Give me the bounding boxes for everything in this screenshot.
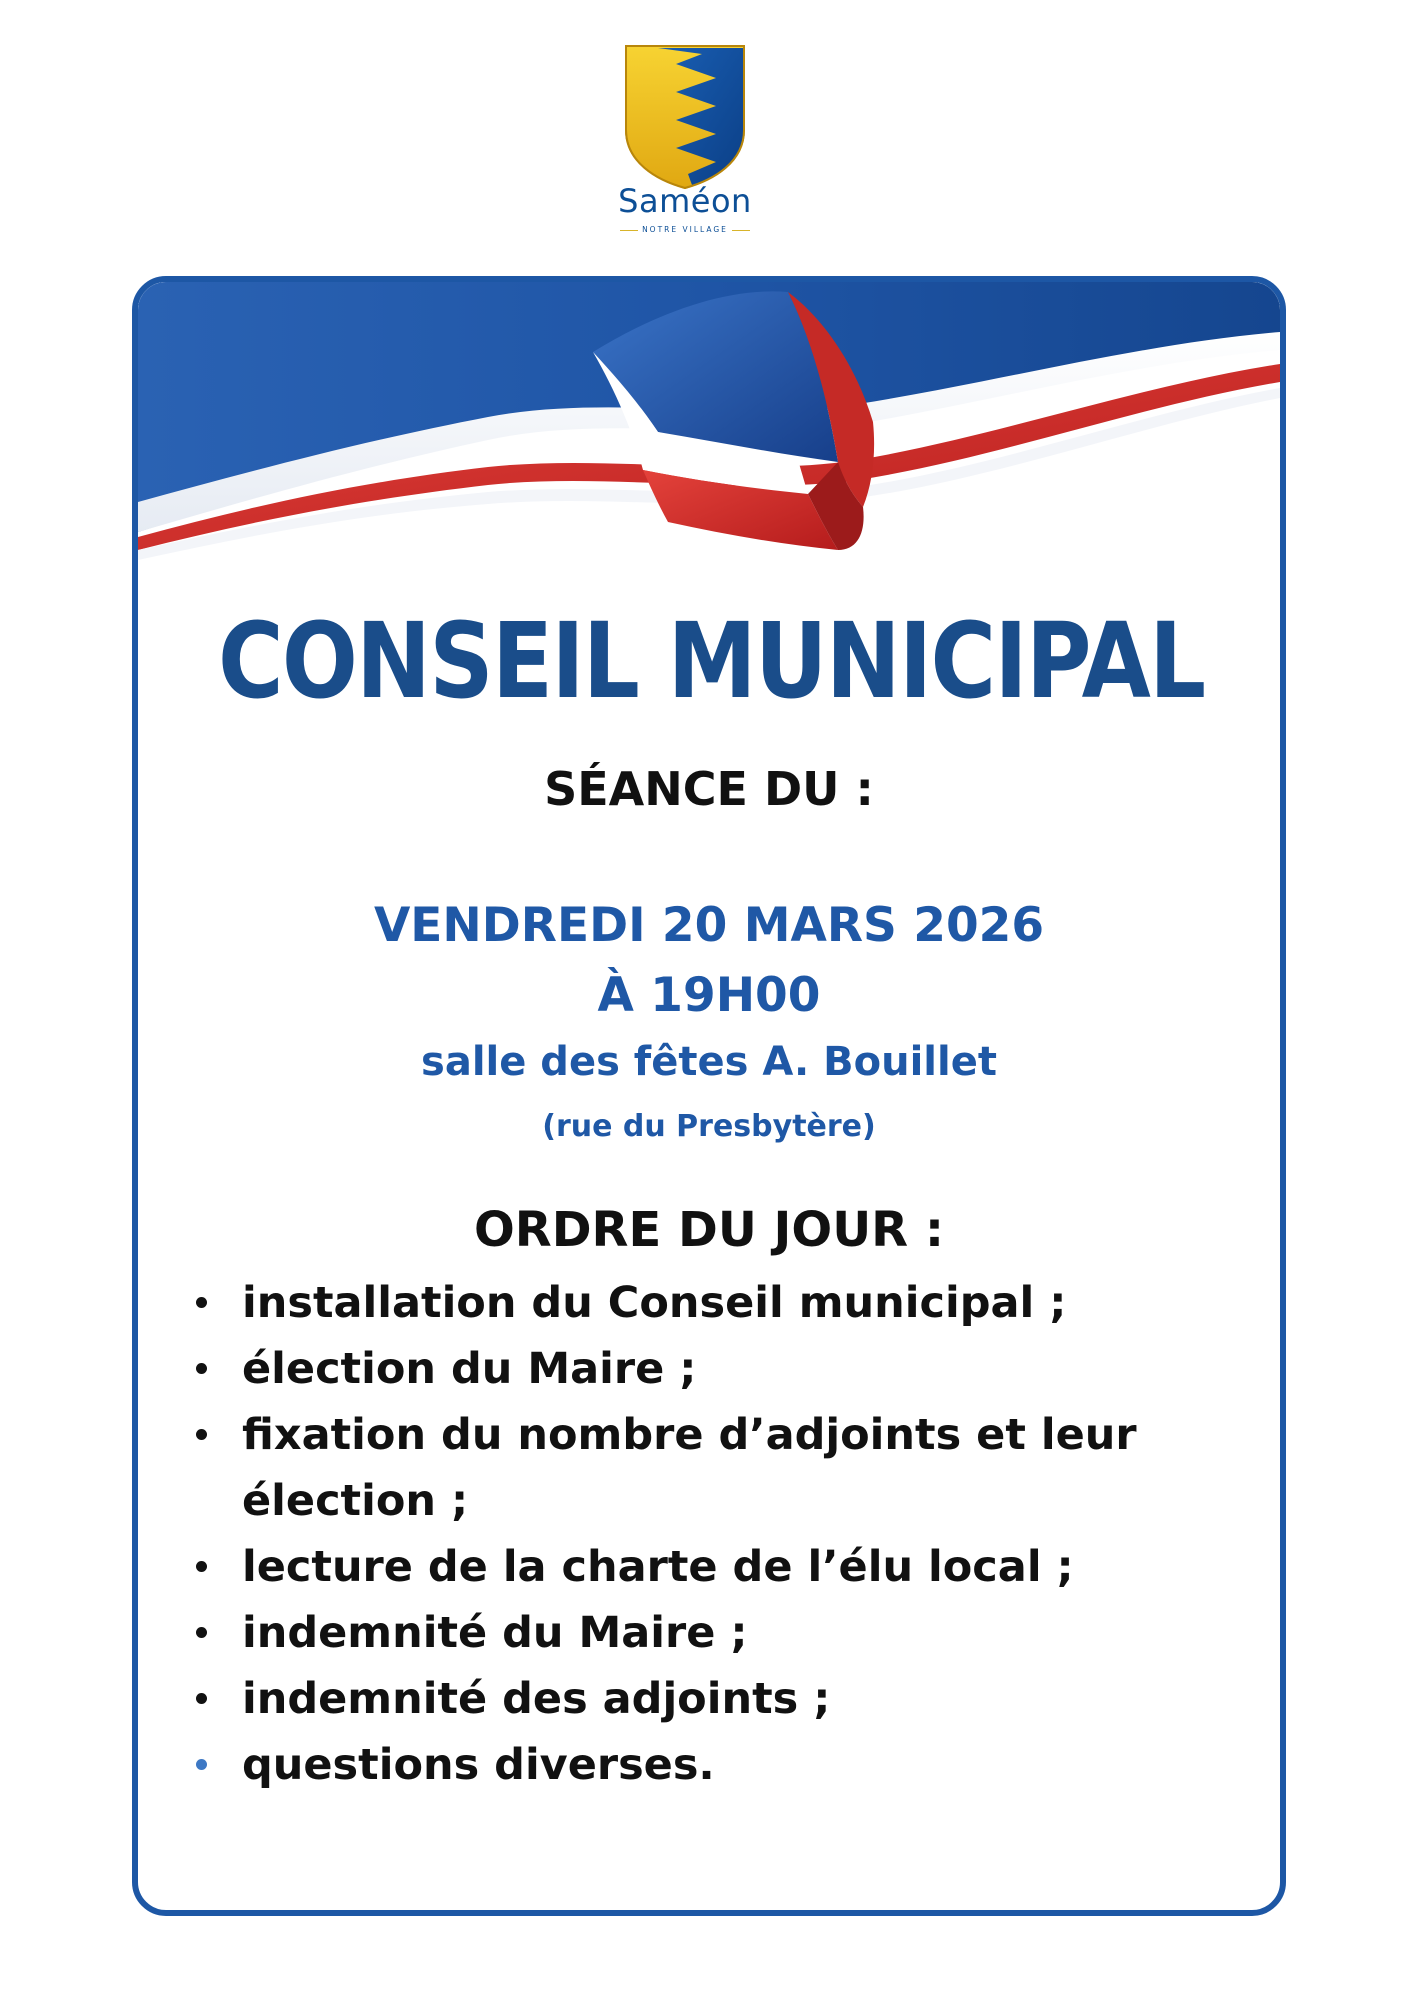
tricolor-ribbon-image (138, 282, 1280, 612)
sameon-logo (610, 44, 760, 244)
bullet-icon (196, 1759, 207, 1770)
bullet-icon (196, 1429, 207, 1440)
bullet-icon (196, 1627, 207, 1638)
bullet-icon (196, 1561, 207, 1572)
bullet-icon (196, 1363, 207, 1374)
session-time: À 19H00 (597, 968, 821, 1023)
agenda-item-text: installation du Conseil municipal ; (242, 1278, 1067, 1328)
agenda-item-text: fixation du nombre d’adjoints et leur élection ; (242, 1410, 1137, 1526)
agenda-list (188, 1270, 1248, 1798)
logo-name: Saméon (618, 182, 752, 220)
agenda-item-text: élection du Maire ; (242, 1344, 697, 1394)
agenda-title: ORDRE DU JOUR : (473, 1202, 945, 1258)
logo-tagline-text: NOTRE VILLAGE (642, 225, 728, 234)
poster-card (132, 276, 1286, 1916)
session-label: SÉANCE DU : (544, 762, 874, 816)
logo-tagline (610, 225, 760, 234)
bullet-icon (196, 1693, 207, 1704)
session-date: VENDREDI 20 MARS 2026 (373, 898, 1045, 953)
agenda-item (188, 1402, 1202, 1534)
agenda-item (188, 1336, 1248, 1402)
page-title: CONSEIL MUNICIPAL (217, 600, 1205, 722)
agenda-item (188, 1666, 1248, 1732)
shield-icon (624, 44, 746, 190)
agenda-item-text: questions diverses. (242, 1740, 715, 1790)
agenda-item-text: indemnité du Maire ; (242, 1608, 748, 1658)
agenda-item (188, 1732, 1248, 1798)
agenda-item (188, 1600, 1248, 1666)
session-street: (rue du Presbytère) (542, 1109, 876, 1144)
agenda-item-text: lecture de la charte de l’élu local ; (242, 1542, 1074, 1592)
session-venue: salle des fêtes A. Bouillet (421, 1039, 997, 1085)
agenda-item (188, 1270, 1248, 1336)
agenda-item-text: indemnité des adjoints ; (242, 1674, 831, 1724)
agenda-item (188, 1534, 1248, 1600)
bullet-icon (196, 1297, 207, 1308)
